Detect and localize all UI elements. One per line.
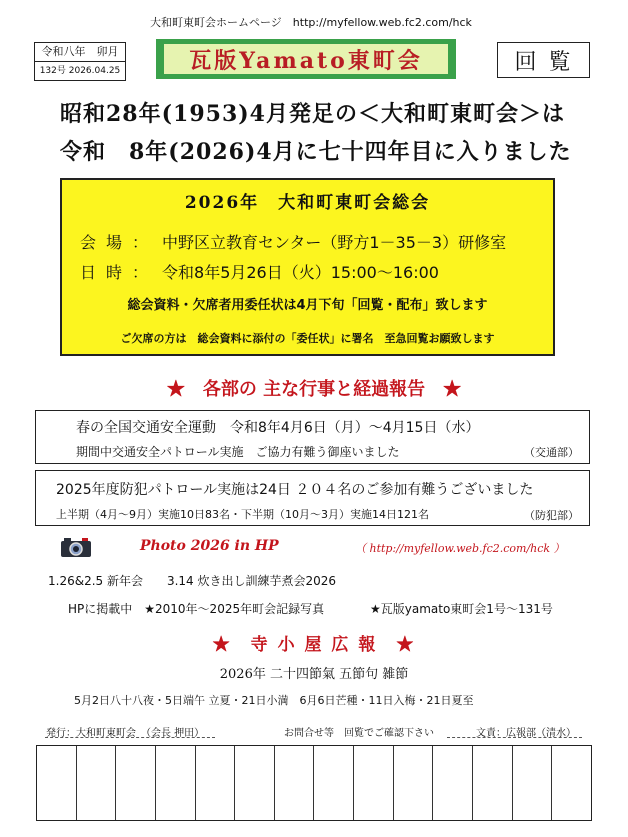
seal-cell[interactable]	[156, 746, 196, 820]
crime-line-1: 2025年度防犯パトロール実施は24日 ２０４名のご参加有難うございました	[56, 482, 534, 498]
footer-contact: お問合せ等 回覧でご確認下さい	[284, 728, 434, 739]
meeting-venue-row	[80, 230, 506, 253]
hp-archive-left: HPに掲載中 ★2010年～2025年町会記録写真	[68, 602, 325, 616]
hp-archive-right: ★瓦版yamato東町会1号～131号	[370, 602, 553, 616]
meeting-note-documents: 総会資料・欠席者用委任状は4月下旬「回覧・配布」致します	[127, 298, 488, 313]
homepage-line: 大和町東町会ホームページ http://myfellow.web.fc2.com/hck	[150, 16, 472, 29]
meeting-time-row	[80, 260, 439, 283]
era-box	[34, 42, 126, 81]
seal-cell[interactable]	[37, 746, 77, 820]
general-meeting-box	[60, 178, 555, 356]
footer-divider	[447, 737, 582, 738]
section-reports-heading: ★ 各部の 主な行事と経過報告 ★	[166, 379, 462, 400]
footer-divider	[45, 737, 215, 738]
seal-cell[interactable]	[196, 746, 236, 820]
venue-text: 中野区立教育センター（野方1－35－3）研修室	[162, 233, 507, 252]
circulation-seal-grid	[36, 745, 592, 821]
seal-cell[interactable]	[552, 746, 591, 820]
seal-cell[interactable]	[433, 746, 473, 820]
venue-label: 会場：	[80, 233, 159, 252]
time-label: 日時：	[80, 263, 159, 282]
headline-2: 令和 8年(2026)4月に七十四年目に入りました	[60, 139, 572, 165]
photo-hp-url[interactable]: （ http://myfellow.web.fc2.com/hck ）	[355, 542, 565, 555]
crime-report-box	[35, 470, 590, 526]
meeting-title: 2026年 大和町東町会総会	[184, 193, 431, 213]
footer-publisher: 発行：大和町東町会 （会長 押田）	[46, 728, 205, 739]
traffic-line-2: 期間中交通安全パトロール実施 ご協力有難う御座いました	[76, 445, 400, 459]
headline-1: 昭和28年(1953)4月発足の＜大和町東町会＞は	[60, 101, 565, 127]
time-text: 令和8年5月26日（火）15:00～16:00	[162, 263, 439, 282]
sekki-subtitle: 2026年 二十四節氣 五節句 雑節	[219, 667, 409, 682]
seal-cell[interactable]	[275, 746, 315, 820]
seal-cell[interactable]	[394, 746, 434, 820]
crime-dept-tag: （防犯部）	[524, 509, 579, 522]
kairan-badge: 回覧	[497, 42, 590, 78]
seal-cell[interactable]	[116, 746, 156, 820]
traffic-report-box	[35, 410, 590, 464]
traffic-dept-tag: （交通部）	[524, 446, 579, 459]
photo-events-line: 1.26&2.5 新年会 3.14 炊き出し訓練芋煮会2026	[48, 574, 337, 588]
seal-cell[interactable]	[235, 746, 275, 820]
newsletter-title: 瓦版Yamato東町会	[164, 44, 448, 74]
newsletter-title-box	[156, 39, 456, 79]
camera-icon	[60, 536, 92, 558]
traffic-line-1: 春の全国交通安全運動 令和8年4月6日（月）～4月15日（水）	[76, 420, 480, 436]
issue-number: 132号 2026.04.25	[39, 66, 121, 76]
seal-cell[interactable]	[314, 746, 354, 820]
seal-cell[interactable]	[513, 746, 553, 820]
section-terakoya-heading: ★ 寺 小 屋 広 報 ★	[212, 635, 416, 655]
era-date: 令和八年 卯月	[35, 43, 125, 62]
footer-writer: 文責：広報部（清水）	[476, 728, 576, 739]
seal-cell[interactable]	[77, 746, 117, 820]
seal-cell[interactable]	[473, 746, 513, 820]
meeting-note-proxy: ご欠席の方は 総会資料に添付の「委任状」に署名 至急回覧お願致します	[120, 332, 495, 345]
photo-hp-label: Photo 2026 in HP	[140, 538, 279, 554]
seal-cell[interactable]	[354, 746, 394, 820]
sekki-dates-line: 5月2日八十八夜・5日端午 立夏・21日小満 6月6日芒種・11日入梅・21日夏至	[74, 694, 474, 707]
crime-line-2: 上半期（4月～9月）実施10日83名・下半期（10月～3月）実施14日121名	[56, 508, 429, 521]
